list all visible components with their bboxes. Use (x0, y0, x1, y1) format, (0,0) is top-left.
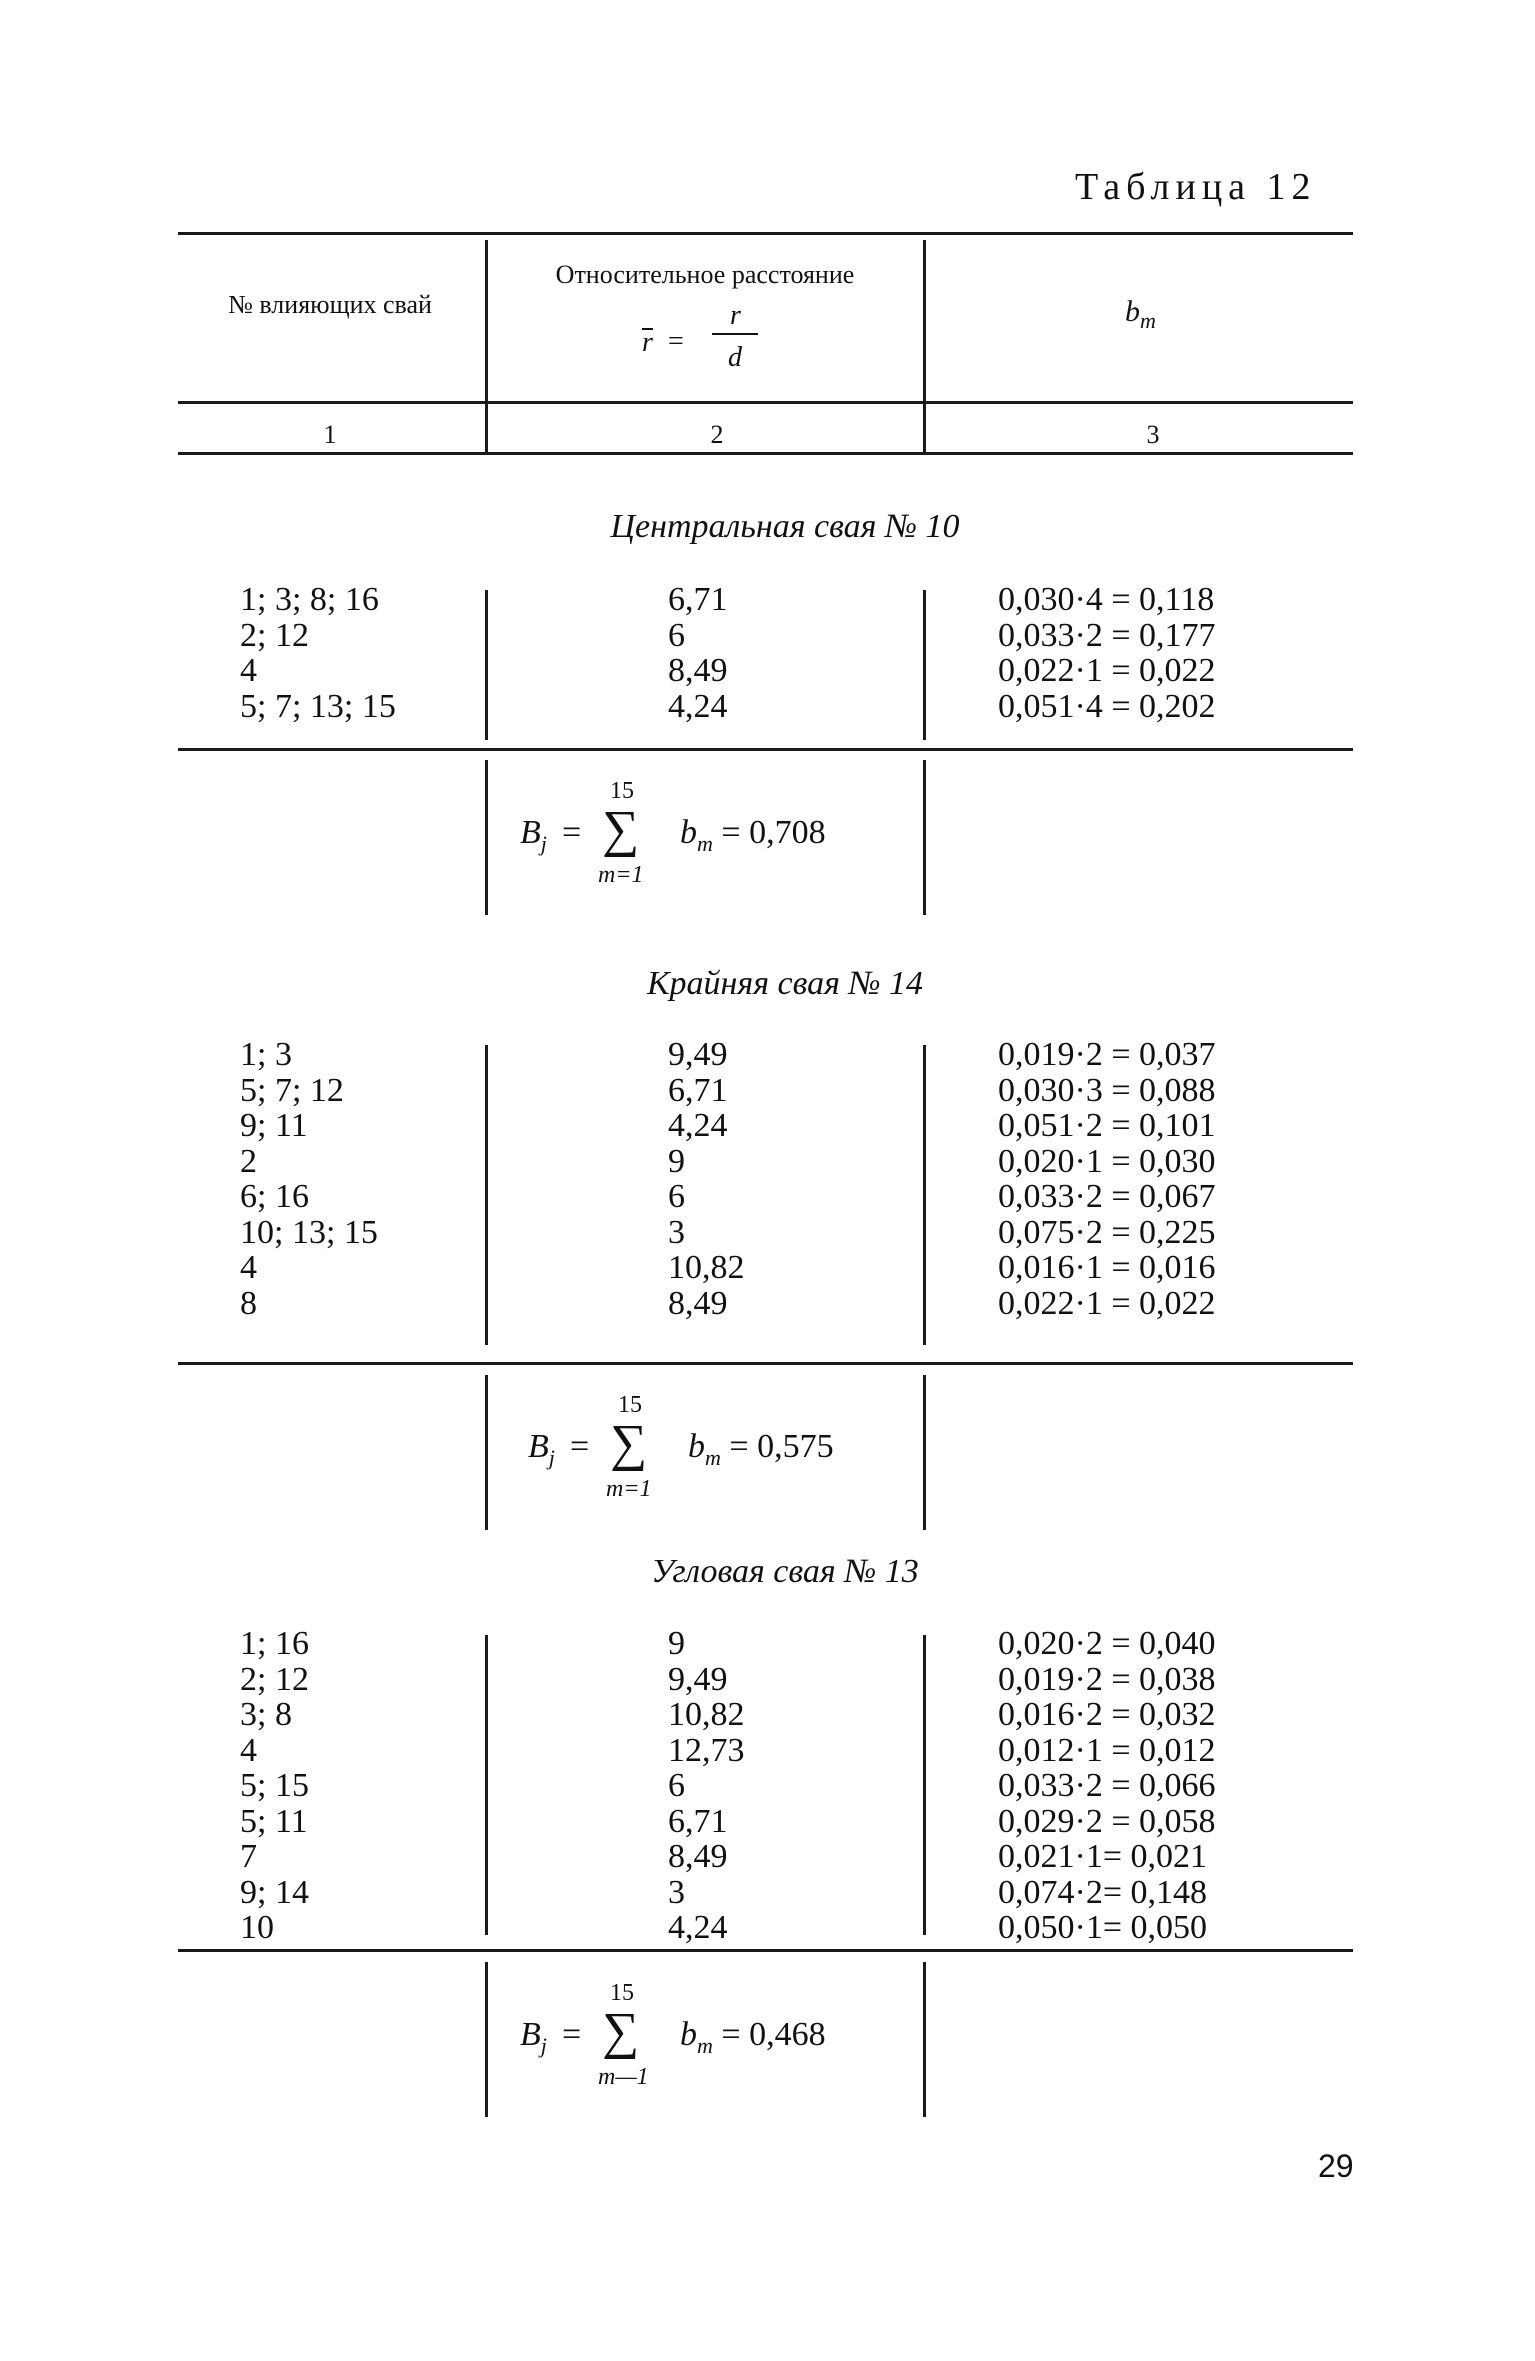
section1-divider-1 (485, 590, 488, 740)
colnum-3: 3 (1146, 420, 1160, 449)
list-item: 7 (240, 1838, 257, 1875)
sum-lhs (520, 2016, 547, 2059)
list-item: 5; 11 (240, 1802, 308, 1840)
section3-piles (240, 1626, 309, 1946)
list-item: 10; 13; 15 (240, 1213, 378, 1251)
list-item: 9 (668, 1142, 685, 1180)
list-item: 2 (240, 1142, 257, 1180)
section1-piles (240, 582, 396, 724)
list-item: 9; 14 (240, 1873, 309, 1911)
colnum-bottom-rule (178, 452, 1353, 455)
section3-distances (668, 1626, 745, 1946)
list-item: 12,73 (668, 1731, 745, 1769)
col3-sub: m (1140, 308, 1156, 333)
sum-term-sub: m (697, 2032, 713, 2058)
list-item: 10 (240, 1909, 274, 1946)
list-item: 0,074·2= 0,148 (998, 1873, 1207, 1911)
formula-equals: = (668, 326, 684, 357)
list-item: 10,82 (668, 1696, 745, 1733)
list-item: 3 (668, 1873, 685, 1911)
list-item: 5; 7; 13; 15 (240, 687, 396, 725)
sum-value: 0,708 (749, 814, 826, 851)
colnum-2: 2 (710, 420, 724, 449)
sum-lhs-b: B (520, 2016, 541, 2053)
sum-lower: m=1 (598, 862, 644, 888)
list-item: 4,24 (668, 1107, 728, 1144)
col3-b: b (1125, 295, 1140, 328)
list-item: 9,49 (668, 1036, 728, 1073)
list-item: 6 (668, 1178, 685, 1215)
sum-lhs-sub: j (540, 2032, 547, 2058)
list-item: 4 (240, 1731, 257, 1769)
list-item: 8,49 (668, 1284, 728, 1322)
list-item: 0,033·2 = 0,067 (998, 1178, 1216, 1215)
list-item: 4 (240, 652, 257, 689)
list-item: 1; 16 (240, 1625, 309, 1662)
sum-lhs-b: B (520, 814, 541, 851)
list-item: 6,71 (668, 1071, 728, 1109)
page-number: 29 (1318, 2148, 1354, 2184)
sum-lower: m—1 (598, 2064, 649, 2090)
sum-upper: 15 (618, 1392, 642, 1418)
list-item: 6,71 (668, 1802, 728, 1840)
header-divider-1 (485, 240, 488, 455)
formula-denominator: d (728, 342, 742, 373)
list-item: 1; 3 (240, 1036, 292, 1073)
list-item: 0,012·1 = 0,012 (998, 1731, 1216, 1769)
sigma-icon: ∑ (610, 1415, 648, 1472)
sum3-divider-2 (923, 1962, 926, 2117)
list-item: 3; 8 (240, 1696, 292, 1733)
list-item: 0,020·1 = 0,030 (998, 1142, 1216, 1180)
sum-upper: 15 (610, 1980, 634, 2006)
sum-term: $b_m = 0,575$ (688, 1428, 834, 1470)
list-item: 9,49 (668, 1660, 728, 1698)
list-item: 2; 12 (240, 1660, 309, 1698)
colnum-1: 1 (323, 420, 337, 449)
sum1-divider-2 (923, 760, 926, 915)
sum-term-b: b (688, 1428, 705, 1465)
sum-term: $b_m = 0,468$ (680, 2016, 826, 2058)
list-item: 6; 16 (240, 1178, 309, 1215)
section3-divider-1 (485, 1635, 488, 1935)
section2-rule (178, 1362, 1353, 1365)
list-item: 2; 12 (240, 616, 309, 654)
sum-formula-3 (520, 1980, 880, 2100)
list-item: 0,021·1= 0,021 (998, 1838, 1207, 1875)
section3-divider-2 (923, 1635, 926, 1935)
section1-divider-2 (923, 590, 926, 740)
section1-distances (668, 582, 728, 724)
sum-equals: = (562, 814, 582, 851)
list-item: 0,020·2 = 0,040 (998, 1625, 1216, 1662)
sum-lhs-b: B (528, 1428, 549, 1465)
sigma-icon: ∑ (602, 2003, 640, 2060)
header-divider-2 (923, 240, 926, 455)
sum-value: 0,468 (749, 2016, 826, 2053)
sum-term-b: b (680, 2016, 697, 2053)
sum-term-b: b (680, 814, 697, 851)
list-item: 0,030·3 = 0,088 (998, 1071, 1216, 1109)
sum-upper: 15 (610, 778, 634, 804)
col2-formula (630, 300, 790, 380)
list-item: 6 (668, 616, 685, 654)
section-title: Угловая свая № 13 (651, 1553, 919, 1590)
list-item: 0,022·1 = 0,022 (998, 1284, 1216, 1322)
list-item: 5; 15 (240, 1767, 309, 1804)
list-item: 8,49 (668, 1838, 728, 1875)
formula-numerator: r (730, 300, 741, 331)
list-item: 0,075·2 = 0,225 (998, 1213, 1216, 1251)
table-caption: Таблица 12 (1075, 166, 1317, 208)
sum-equals: = (570, 1428, 590, 1465)
list-item: 0,030·4 = 0,118 (998, 581, 1215, 618)
sum-term-sub: m (705, 1444, 721, 1470)
list-item: 0,050·1= 0,050 (998, 1909, 1207, 1946)
sum1-divider-1 (485, 760, 488, 915)
sum-lhs-sub: j (548, 1444, 555, 1470)
list-item: 0,033·2 = 0,177 (998, 616, 1216, 654)
list-item: 0,033·2 = 0,066 (998, 1767, 1216, 1804)
sum-term-sub: m (697, 830, 713, 856)
sum-lower: m=1 (606, 1476, 652, 1502)
list-item: 10,82 (668, 1249, 745, 1286)
sum-lhs (520, 814, 547, 857)
list-item: 4,24 (668, 687, 728, 725)
section-title: Крайняя свая № 14 (646, 965, 924, 1002)
sigma-icon: ∑ (602, 801, 640, 858)
list-item: 0,051·4 = 0,202 (998, 687, 1216, 725)
list-item: 3 (668, 1213, 685, 1251)
sum-equals: = (562, 2016, 582, 2053)
header-bottom-rule (178, 401, 1353, 404)
section-title: Центральная свая № 10 (610, 508, 960, 545)
list-item: 6,71 (668, 581, 728, 618)
col1-header: № влияющих свай (228, 290, 432, 319)
list-item: 5; 7; 12 (240, 1071, 344, 1109)
section2-divider-2 (923, 1045, 926, 1345)
list-item: 0,022·1 = 0,022 (998, 652, 1216, 689)
sum3-divider-1 (485, 1962, 488, 2117)
section2-bm (998, 1037, 1216, 1321)
sum-term: $b_m = 0,708$ (680, 814, 826, 856)
sum-lhs-sub: j (540, 830, 547, 856)
section2-distances (668, 1037, 745, 1321)
list-item: 8 (240, 1284, 257, 1322)
list-item: 9; 11 (240, 1107, 308, 1144)
section3-rule (178, 1949, 1353, 1952)
list-item: 0,016·1 = 0,016 (998, 1249, 1216, 1286)
list-item: 1; 3; 8; 16 (240, 581, 379, 618)
formula-r-bar: r (642, 327, 653, 358)
section2-divider-1 (485, 1045, 488, 1345)
sum-value: 0,575 (757, 1428, 834, 1465)
section1-bm (998, 582, 1216, 724)
list-item: 0,019·2 = 0,038 (998, 1660, 1216, 1698)
list-item: 4,24 (668, 1909, 728, 1946)
col3-header (1125, 295, 1156, 334)
list-item: 0,016·2 = 0,032 (998, 1696, 1216, 1733)
list-item: 4 (240, 1249, 257, 1286)
col2-header: Относительное расстояние (555, 260, 855, 289)
list-item: 0,019·2 = 0,037 (998, 1036, 1216, 1073)
sum2-divider-2 (923, 1375, 926, 1530)
header-top-rule (178, 232, 1353, 235)
section3-bm (998, 1626, 1216, 1946)
sum-lhs (528, 1428, 555, 1471)
list-item: 6 (668, 1767, 685, 1804)
list-item: 0,051·2 = 0,101 (998, 1107, 1216, 1144)
list-item: 0,029·2 = 0,058 (998, 1802, 1216, 1840)
list-item: 9 (668, 1625, 685, 1662)
sum-formula-1 (520, 778, 880, 898)
sum-formula-2 (528, 1392, 888, 1512)
list-item: 8,49 (668, 652, 728, 689)
fraction-bar (712, 333, 758, 335)
section2-piles (240, 1037, 378, 1321)
sum2-divider-1 (485, 1375, 488, 1530)
section1-rule (178, 748, 1353, 751)
